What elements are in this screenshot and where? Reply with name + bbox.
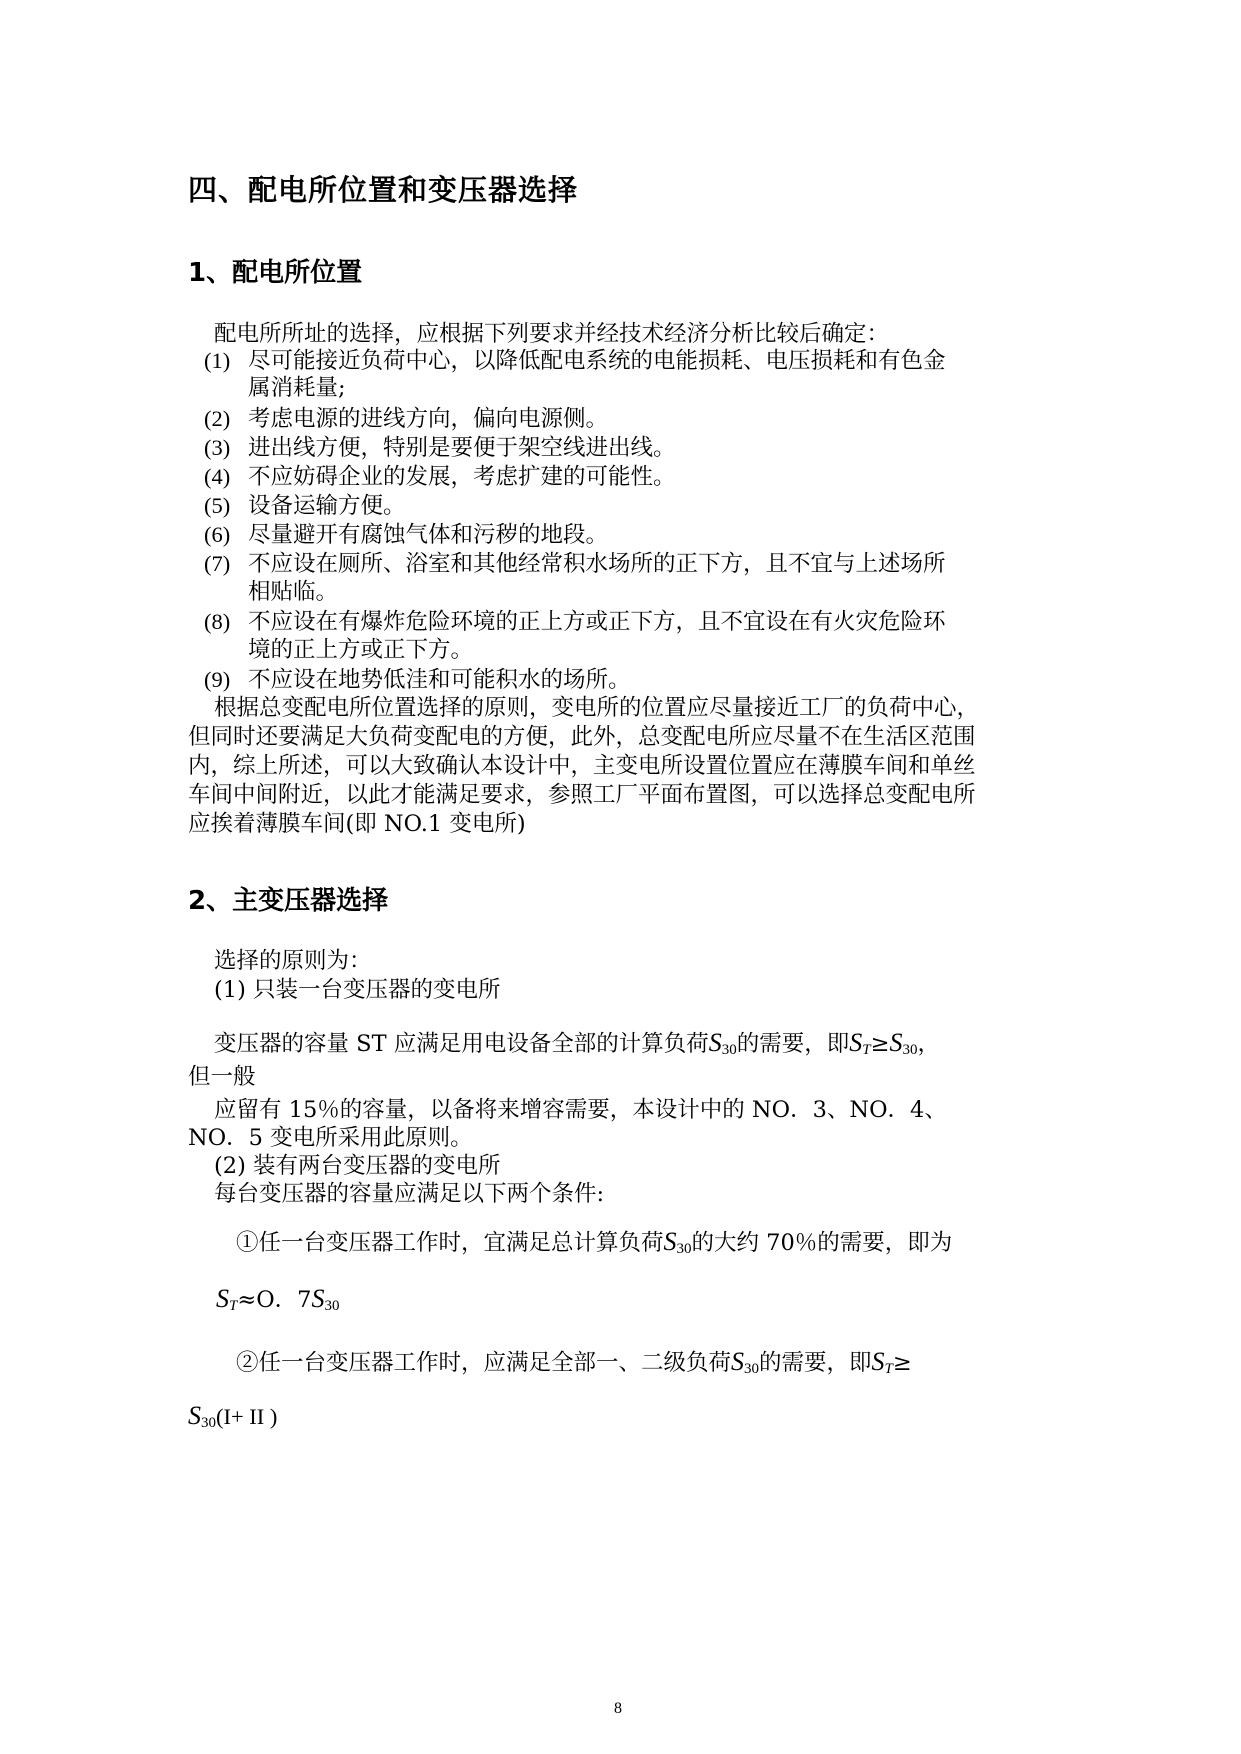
list-item: (6) 尽量避开有腐蚀气体和污秽的地段。 <box>204 522 609 548</box>
condition-2: ②任一台变压器工作时，应满足全部一、二级负荷$S_{30}$的需要，即$S_T\ge$ <box>236 1347 912 1377</box>
paragraph-line: 车间中间附近，以此才能满足要求，参照工厂平面布置图，可以选择总变配电所 <box>188 782 976 808</box>
condition-1-formula: $S_T\approx O$．$7S_{30}$ <box>216 1284 340 1314</box>
list-item: (5) 设备运输方便。 <box>204 493 406 519</box>
case-2-heading: (2) 装有两台变压器的变电所 <box>214 1153 501 1179</box>
list-item: (4) 不应妨碍企业的发展，考虑扩建的可能性。 <box>204 464 676 490</box>
page-number: 8 <box>614 1700 622 1717</box>
paragraph-line: NO．5 变电所采用此原则。 <box>188 1125 473 1151</box>
paragraph-line: 内，综上所述，可以大致确认本设计中，主变电所设置位置应在薄膜车间和单丝 <box>188 753 976 779</box>
list-item: (1) 尽可能接近负荷中心，以降低配电系统的电能损耗、电压损耗和有色金 <box>204 348 946 374</box>
paragraph-line: 应留有 15％的容量，以备将来增容需要，本设计中的 NO．3、NO．4、 <box>214 1097 947 1123</box>
condition-2-continuation: $S_{30}(I+$ II ) <box>188 1401 278 1431</box>
paragraph-line: 但同时还要满足大负荷变配电的方便，此外，总变配电所应尽量不在生活区范围 <box>188 724 976 750</box>
section-1-intro: 配电所所址的选择，应根据下列要求并经技术经济分析比较后确定： <box>214 321 890 347</box>
list-item: (2) 考虑电源的进线方向，偏向电源侧。 <box>204 406 609 432</box>
list-item-continuation: 境的正上方或正下方。 <box>248 637 474 663</box>
chapter-heading: 四、配电所位置和变压器选择 <box>188 173 579 207</box>
list-item: (9) 不应设在地势低洼和可能积水的场所。 <box>204 667 631 693</box>
list-item-continuation: 属消耗量; <box>248 375 346 401</box>
paragraph-line: 根据总变配电所位置选择的原则，变电所的位置应尽量接近工厂的负荷中心， <box>214 695 980 721</box>
condition-1: ①任一台变压器工作时，宜满足总计算负荷$S_{30}$的大约 70％的需要，即为 <box>236 1227 953 1257</box>
list-item: (3) 进出线方便，特别是要便于架空线进出线。 <box>204 435 676 461</box>
paragraph-line: 应挨着薄膜车间(即 NO.1 变电所) <box>188 811 526 837</box>
paragraph-line: 每台变压器的容量应满足以下两个条件: <box>214 1181 605 1207</box>
case-1-heading: (1) 只装一台变压器的变电所 <box>214 977 501 1003</box>
list-item-continuation: 相贴临。 <box>248 579 339 605</box>
formula-line-a: 变压器的容量 ST 应满足用电设备全部的计算负荷$S_{30}$的需要，即$S_T\ge S_{30}$， <box>214 1028 940 1058</box>
section-1-heading: 1、配电所位置 <box>188 258 363 288</box>
list-item: (7) 不应设在厕所、浴室和其他经常积水场所的正下方，且不宜与上述场所 <box>204 551 946 577</box>
section-2-heading: 2、主变压器选择 <box>188 886 389 916</box>
paragraph-line: 但一般 <box>188 1064 256 1090</box>
list-item: (8) 不应设在有爆炸危险环境的正上方或正下方，且不宜设在有火灾危险环 <box>204 609 946 635</box>
section-2-intro: 选择的原则为： <box>214 948 372 974</box>
